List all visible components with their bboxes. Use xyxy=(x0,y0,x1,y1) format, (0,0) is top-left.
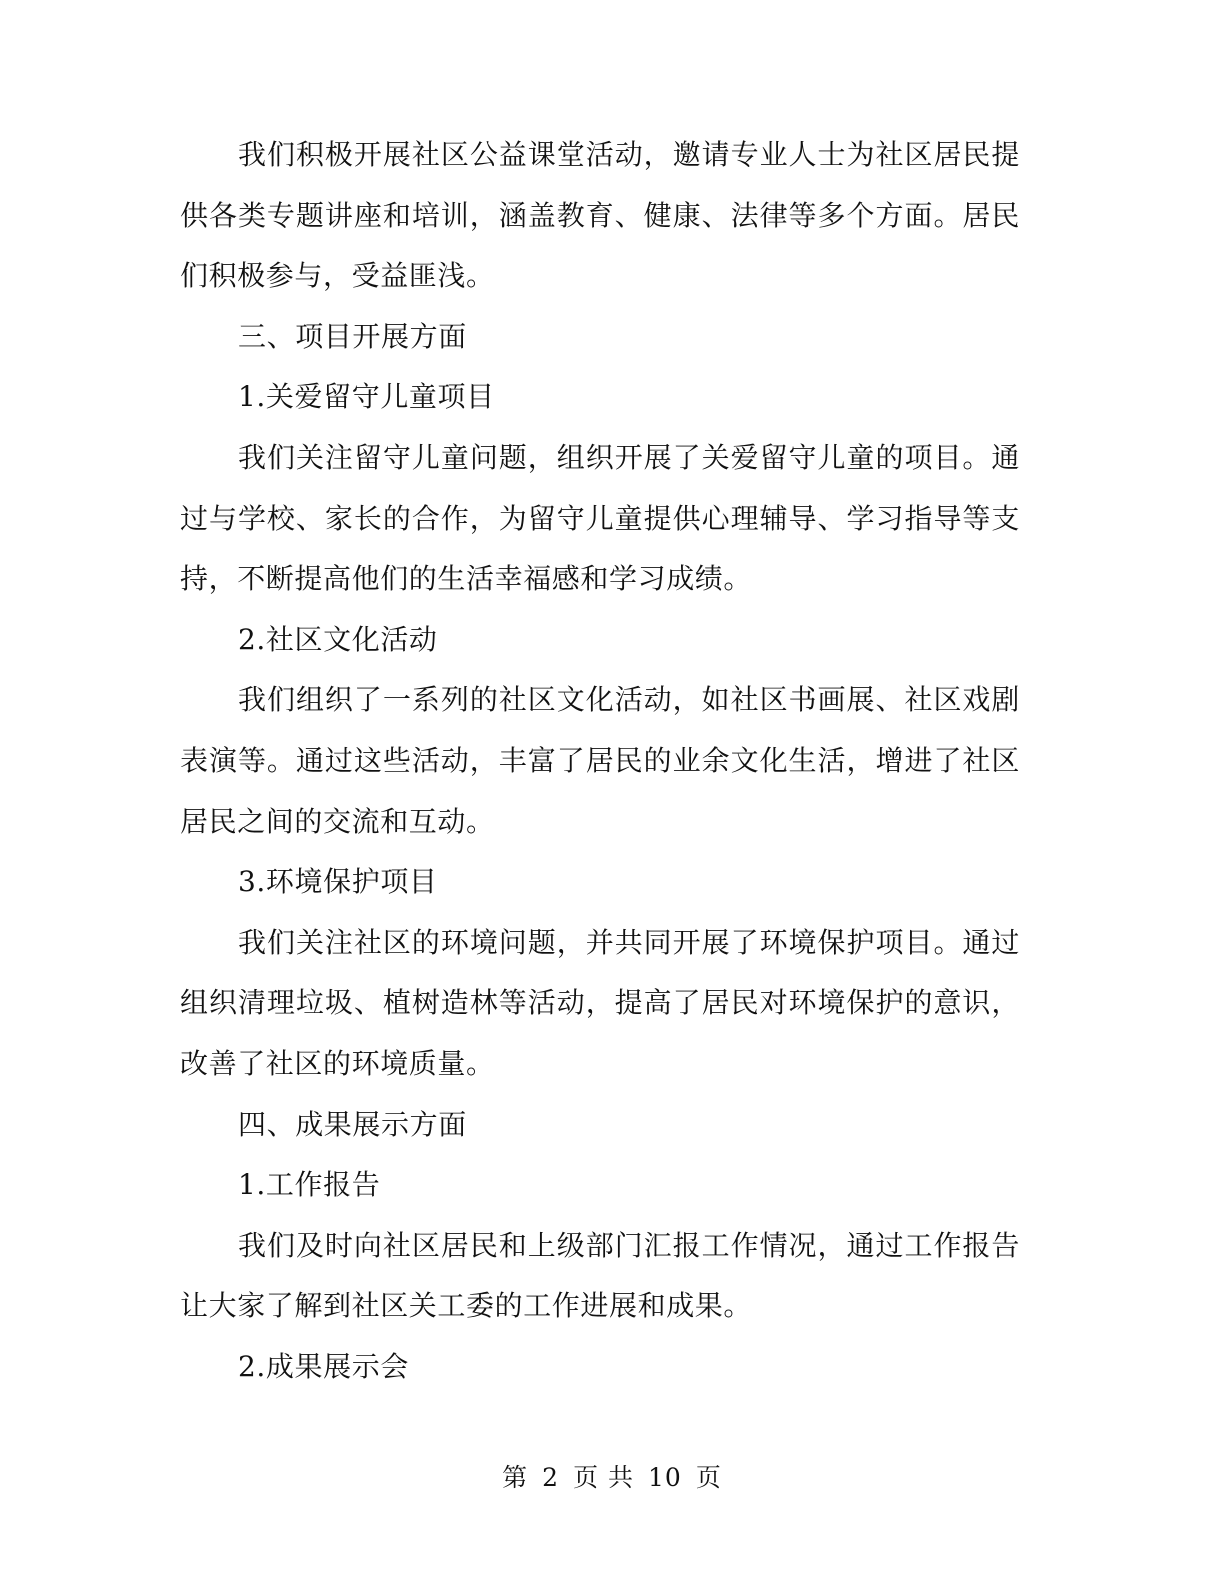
subheading-results-exhibition: 2.成果展示会 xyxy=(238,1349,409,1383)
subheading-cultural-activities: 2.社区文化活动 xyxy=(238,622,438,656)
subheading-work-report: 1.工作报告 xyxy=(238,1168,381,1202)
paragraph-work-report: 我们及时向社区居民和上级部门汇报工作情况，通过工作报告让大家了解到社区关工委的工作进展和成果。 xyxy=(180,1228,1020,1323)
section-heading-projects: 三、项目开展方面 xyxy=(238,319,467,353)
paragraph-environment: 我们关注社区的环境问题，并共同开展了环境保护项目。通过组织清理垃圾、植树造林等活动，提高了居民对环境保护的意识，改善了社区的环境质量。 xyxy=(180,925,1020,1080)
paragraph-left-behind-children: 我们关注留守儿童问题，组织开展了关爱留守儿童的项目。通过与学校、家长的合作，为留守儿童提供心理辅导、学习指导等支持，不断提高他们的生活幸福感和学习成绩。 xyxy=(180,440,1020,596)
page-label-suffix: 页 xyxy=(695,1463,722,1492)
paragraph-public-classes: 我们积极开展社区公益课堂活动，邀请专业人士为社区居民提供各类专题讲座和培训，涵盖教育、健康、法律等多个方面。居民们积极参与，受益匪浅。 xyxy=(180,138,1020,293)
page-label-prefix: 第 xyxy=(502,1463,529,1492)
current-page-number: 2 xyxy=(542,1463,560,1492)
subheading-environment: 3.环境保护项目 xyxy=(238,865,438,899)
section-heading-results: 四、成果展示方面 xyxy=(238,1107,467,1141)
page-footer xyxy=(0,1458,1224,1498)
subheading-left-behind-children: 1.关爱留守儿童项目 xyxy=(238,380,495,414)
page-label-mid: 页 共 xyxy=(573,1463,635,1492)
total-pages-number: 10 xyxy=(648,1463,682,1492)
paragraph-cultural-activities: 我们组织了一系列的社区文化活动，如社区书画展、社区戏剧表演等。通过这些活动，丰富了居民的业余文化生活，增进了社区居民之间的交流和互动。 xyxy=(180,683,1020,838)
document-body xyxy=(180,125,1020,1397)
